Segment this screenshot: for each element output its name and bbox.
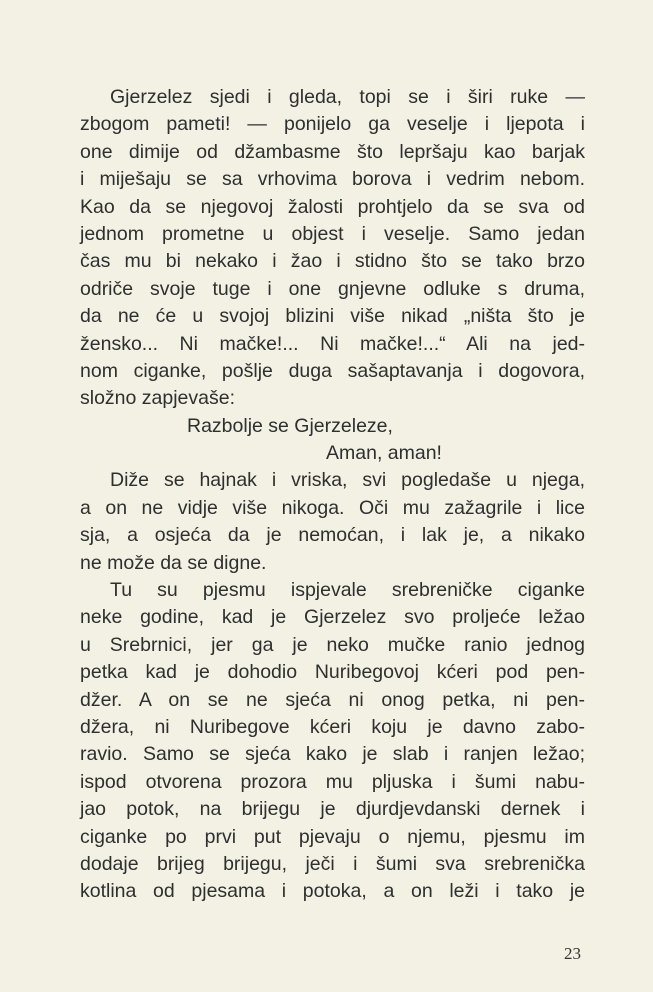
text-line: neke godine, kad je Gjerzelez svo proljeće ležao [80,606,585,629]
page-number: 23 [564,944,581,963]
text-line: džer. A on se ne sjeća ni onog petka, ni pen- [80,688,585,711]
text-line: sja, a osjeća da je nemoćan, i lak je, a nikako [80,524,585,547]
text-line: jao potok, na brijegu je djurdjevdanski dernek i [80,798,585,821]
text-line: žensko... Ni mačke!... Ni mačke!...“ Ali na jed- [80,332,585,355]
text-line: čas mu bi nekako i žao i stidno što se tako brzo [80,250,585,273]
text-line: a on ne vidje više nikoga. Oči mu zažagrile i lice [80,496,585,519]
body-text [80,84,585,906]
text-line: nom ciganke, pošlje duga sašaptavanja i dogovora, [80,359,585,382]
text-line: jednom prometne u objest i veselje. Samo jedan [80,222,585,245]
text-line: one dimije od džambasme što lepršaju kao barjak [80,140,585,163]
text-line: u Srebrnici, jer ga je neko mučke ranio jednog [80,633,585,656]
text-line: složno zapjevaše: [80,387,236,410]
text-line: da ne će u svojoj blizini više nikad „ništa što je [80,305,585,328]
text-line: odriče svoje tuge i one gnjevne odluke s druma, [80,277,585,300]
verse-line: Razbolje se Gjerzeleze, [187,414,393,437]
text-line: ispod otvorena prozora mu pljuska i šumi nabu- [80,770,585,793]
verse-line: Aman, aman! [326,442,442,465]
text-line: ne može da se digne. [80,551,267,574]
text-line: džera, ni Nuribegove kćeri koju je davno zabo- [80,715,585,738]
text-line: Kao da se njegovoj žalosti prohtjelo da se sva od [80,195,585,218]
text-line: Diže se hajnak i vriska, svi pogledaše u njega, [110,469,585,492]
text-line: ciganke po prvi put pjevaju o njemu, pjesmu im [80,825,585,848]
text-line: zbogom pameti! — ponijelo ga veselje i ljepota i [80,113,585,136]
text-line: Tu su pjesmu ispjevale srebreničke ciganke [110,579,585,602]
text-line: i miješaju se sa vrhovima borova i vedrim nebom. [80,168,585,191]
text-line: Gjerzelez sjedi i gleda, topi se i širi ruke — [110,86,585,108]
text-line: kotlina od pjesama i potoka, a on leži i tako je [80,880,585,903]
text-line: ravio. Samo se sjeća kako je slab i ranjen ležao; [80,743,585,766]
text-line: petka kad je dohodio Nuribegovoj kćeri pod pen- [80,661,585,684]
text-line: dodaje brijeg brijegu, ječi i šumi sva srebrenička [80,852,585,875]
